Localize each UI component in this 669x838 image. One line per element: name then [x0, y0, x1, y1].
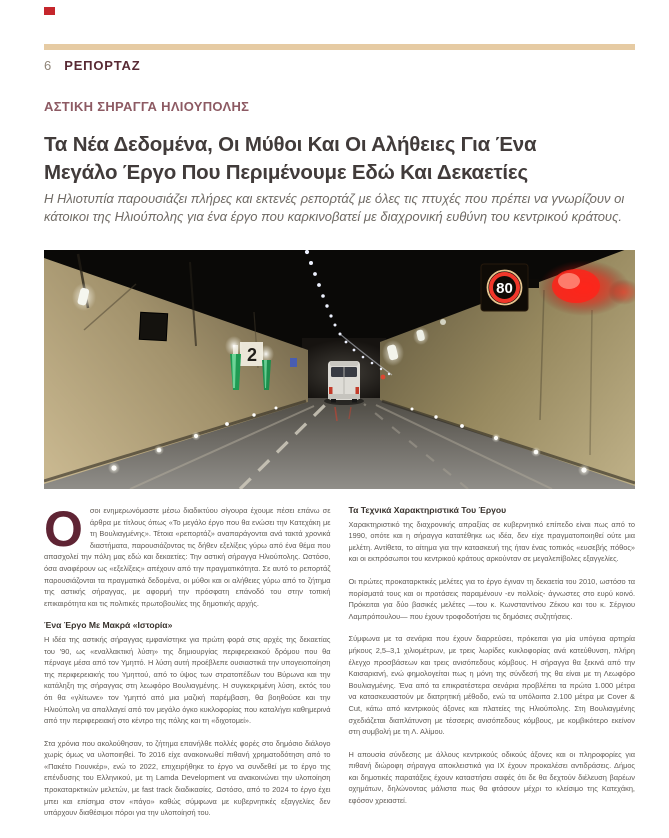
article-headline: [44, 131, 644, 187]
wall-equipment-box: [139, 312, 167, 340]
lead-paragraph: [44, 501, 331, 609]
section-label: ΡΕΠΟΡΤΑΖ: [64, 58, 141, 73]
right-column: [349, 505, 636, 830]
header-rule: [44, 44, 635, 50]
page-header: [44, 58, 635, 73]
tunnel-photo: [44, 250, 635, 489]
tunnel-photo-graphic: [44, 250, 635, 489]
body-paragraph: Η ιδέα της αστικής σήραγγας εμφανίστηκε για πρώτη φορά στις αρχές της δεκαετίας του '90, ως «εναλλακτική λύση» της δημιουργίας περιφερειακού δρόμου που θα πέρναγε μέσα από τον Υμηττό. Η λύση αυτή προέβλεπε ουσιαστικά την υπογειοποίηση της περιφερειακής του Υμηττού, από το ύψος των στρατοπέδων του Βύρωνα και την κατάληξη της σήραγγας στη λεωφόρο Βουλιαγμένης. Η συγκεκριμένη λύση, εκτός του ότι θα «γλίτωνε» τον Υμηττό από μια μαζική παρέμβαση, θα βοηθούσε και την Ηλιούπολη να απαλλαγεί από τον μεγάλο όγκο κυκλοφορίας που καταλήγει καθημερινά από την περιφερειακή στο κέντρο της πόλης και τη «διχοτομεί».: [44, 634, 331, 726]
page-number: 6: [44, 58, 52, 73]
headline-line-1: Τα Νέα Δεδομένα, Οι Μύθοι Και Οι Αλήθειες Για Ένα: [44, 132, 537, 156]
body-paragraph: Η απουσία σύνδεσης με άλλους κεντρικούς οδικούς άξονες και οι πληροφορίες για πιθανή διώροφη σήραγγα αποκλειστικά για ΙΧ έχουν προκαλέσει αντιδράσεις. Δήμος και δημοτικές παρατάξεις έχουν καταστήσει σαφές ότι δε θα δεχτούν διέλευση βαρέων οχημάτων, δηλώνοντας μάλιστα πως θα φτάσουν μέχρι το κλείσιμο της Κατεχάκη, εφόσον χρειαστεί.: [348, 749, 635, 806]
body-paragraph: Οι πρώτες προκαταρκτικές μελέτες για το έργο έγιναν τη δεκαετία του 2010, ωστόσο τα πορίσματά τους και οι προτάσεις παραμένουν -εν πολλοίς- άγνωστες στο ευρύ κοινό. Πρόκειται για δύο βασικές μελέτες —του κ. Κωνσταντίνου Ζέκου και του κ. Σέργιου Λαμπρόπουλου— που έχουν τροφοδοτήσει τις δημόσιες συζητήσεις.: [348, 576, 635, 621]
speed-limit-value: 80: [496, 280, 513, 297]
drop-cap: Ο: [44, 501, 83, 557]
left-column: [44, 501, 331, 830]
headline-line-2: Μεγάλο Έργο Που Περιμένουμε Εδώ Και Δεκαετίες: [44, 160, 528, 184]
corner-mark: [44, 7, 55, 15]
body-paragraph: Στα χρόνια που ακολούθησαν, το ζήτημα επανήλθε πολλές φορές στο δημόσιο διάλογο χωρίς όμως να υλοποιηθεί. Το 2016 είχε ανακοινωθεί πιθανή χρηματοδότηση από το «Πακέτο Γιουνκέρ», ενώ το 2022, επιχειρήθηκε το έργο να συνδεθεί με το έργο της επένδυσης του Ελληνικού, με τη Lamda Development να ανακοινώνει την υλοποίηση προκαταρκτικών μελετών, με fast track διαδικασίες. Ωστόσο, από το 2024 το έργο έχει μπει και επίσημα στον «πάγο» καθώς σύμφωνα με κυβερνητικές εξαγγελίες δεν υπάρχουν διαθέσιμοι πόροι για την υλοποίησή του.: [44, 738, 331, 818]
article-body: [44, 501, 635, 830]
far-signal-light: [381, 375, 386, 380]
subhead-technical: Τα Τεχνικά Χαρακτηριστικά Του Έργου: [348, 505, 507, 515]
lead-paragraph-text: σοι ενημερωνόμαστε μέσω διαδικτύου σίγουρα έχουμε πέσει επάνω σε άρθρα με τίτλους όπως «Το μεγάλο έργο που θα ενώσει την Κατεχάκη με τη Βουλιαγμένης». Τέτοια «ρεπορτάζ» αναπαράγονται ανά τακτά χρονικά διαστήματα, παρουσιάζοντας τις δήθεν εξελίξεις γύρω από ένα θέμα που απασχολεί την πόλη μας εδώ και δεκαετίες: Την αστική σήραγγα Ηλιούπολης. Ωστόσο, όσα αναφέρουν ως «εξελίξεις» απέχουν από την πραγματικότητα. Σε αυτό το ρεπορτάζ παρουσιάζονται τα πραγματικά δεδομένα, οι μύθοι και οι αλήθειες γύρω από το ζήτημα της αστικής σήραγγας, με αφορμή την πρόσφατη επάνοδό του στην τοπική επικαιρότητα και τις πολιτικές πρωτοβουλίες της δημοτικής αρχής.: [44, 506, 331, 608]
body-paragraph: Χαρακτηριστικό της διαχρονικής απραξίας σε κυβερνητικό επίπεδο είναι πως από το 1990, οπότε και η σήραγγα κατατέθηκε ως ιδέα, δεν είχε πραγματοποιηθεί ούτε μια μελέτη. Αντίθετα, το αίτημα για την κατασκευή της ήταν ένας τοπικός «ευσεβής πόθος» και οι εκπρόσωποι του κεντρικού κράτους αρκούνταν σε μεγαλεπίβολες εξαγγελίες.: [348, 519, 635, 564]
van: [324, 361, 364, 405]
wall-marking-text: 2: [246, 345, 258, 365]
body-paragraph: Σύμφωνα με τα σενάρια που έχουν διαρρεύσει, πρόκειται για μία υπόγεια αρτηρία μήκους 2,5–3,1 χιλιομέτρων, με τρεις λωρίδες κυκλοφορίας ανά κατεύθυνση, πλήρη έλεγχο προσβάσεων και τρεις ανισόπεδους κόμβους. Η σήραγγα θα ξεκινά από την Καισαριανή, ενώ φημολογείται πως η μόνη της σύνδεσή της θα είναι με τη Λεωφόρο Βουλιαγμένης. Ένα από τα επικρατέστερα σενάρια προβλέπει τα πρώτα 1.000 μέτρα να κατασκευαστούν με διατρητική μέθοδο, ενώ τα υπόλοιπα 2.100 μέτρα με Cover & Cut, κάτω από κεντρικούς άξονες και πλατείες της Ηλιούπολης. Στη Βουλιαγμένης σχεδιάζεται διαπλάτυνση με τέσσερις ανισόπεδους κόμβους, με κομβικότερο εκείνον στη συμβολή με τη Λ. Αλίμου.: [348, 634, 635, 737]
article-standfirst: Η Ηλιοτυπία παρουσιάζει πλήρες και εκτενές ρεπορτάζ με όλες τις πτυχές που πρέπει να γνωρίζουν οι κάτοικοι της Ηλιούπολης για ένα έργο που καρκινοβατεί με διαχρονική ευθύνη του κεντρικού κράτους.: [44, 191, 625, 224]
subhead-history: Ένα Έργο Με Μακρά «Ιστορία»: [44, 620, 173, 631]
article-kicker: ΑΣΤΙΚΗ ΣΗΡΑΓΓΑ ΗΛΙΟΥΠΟΛΗΣ: [44, 99, 250, 114]
